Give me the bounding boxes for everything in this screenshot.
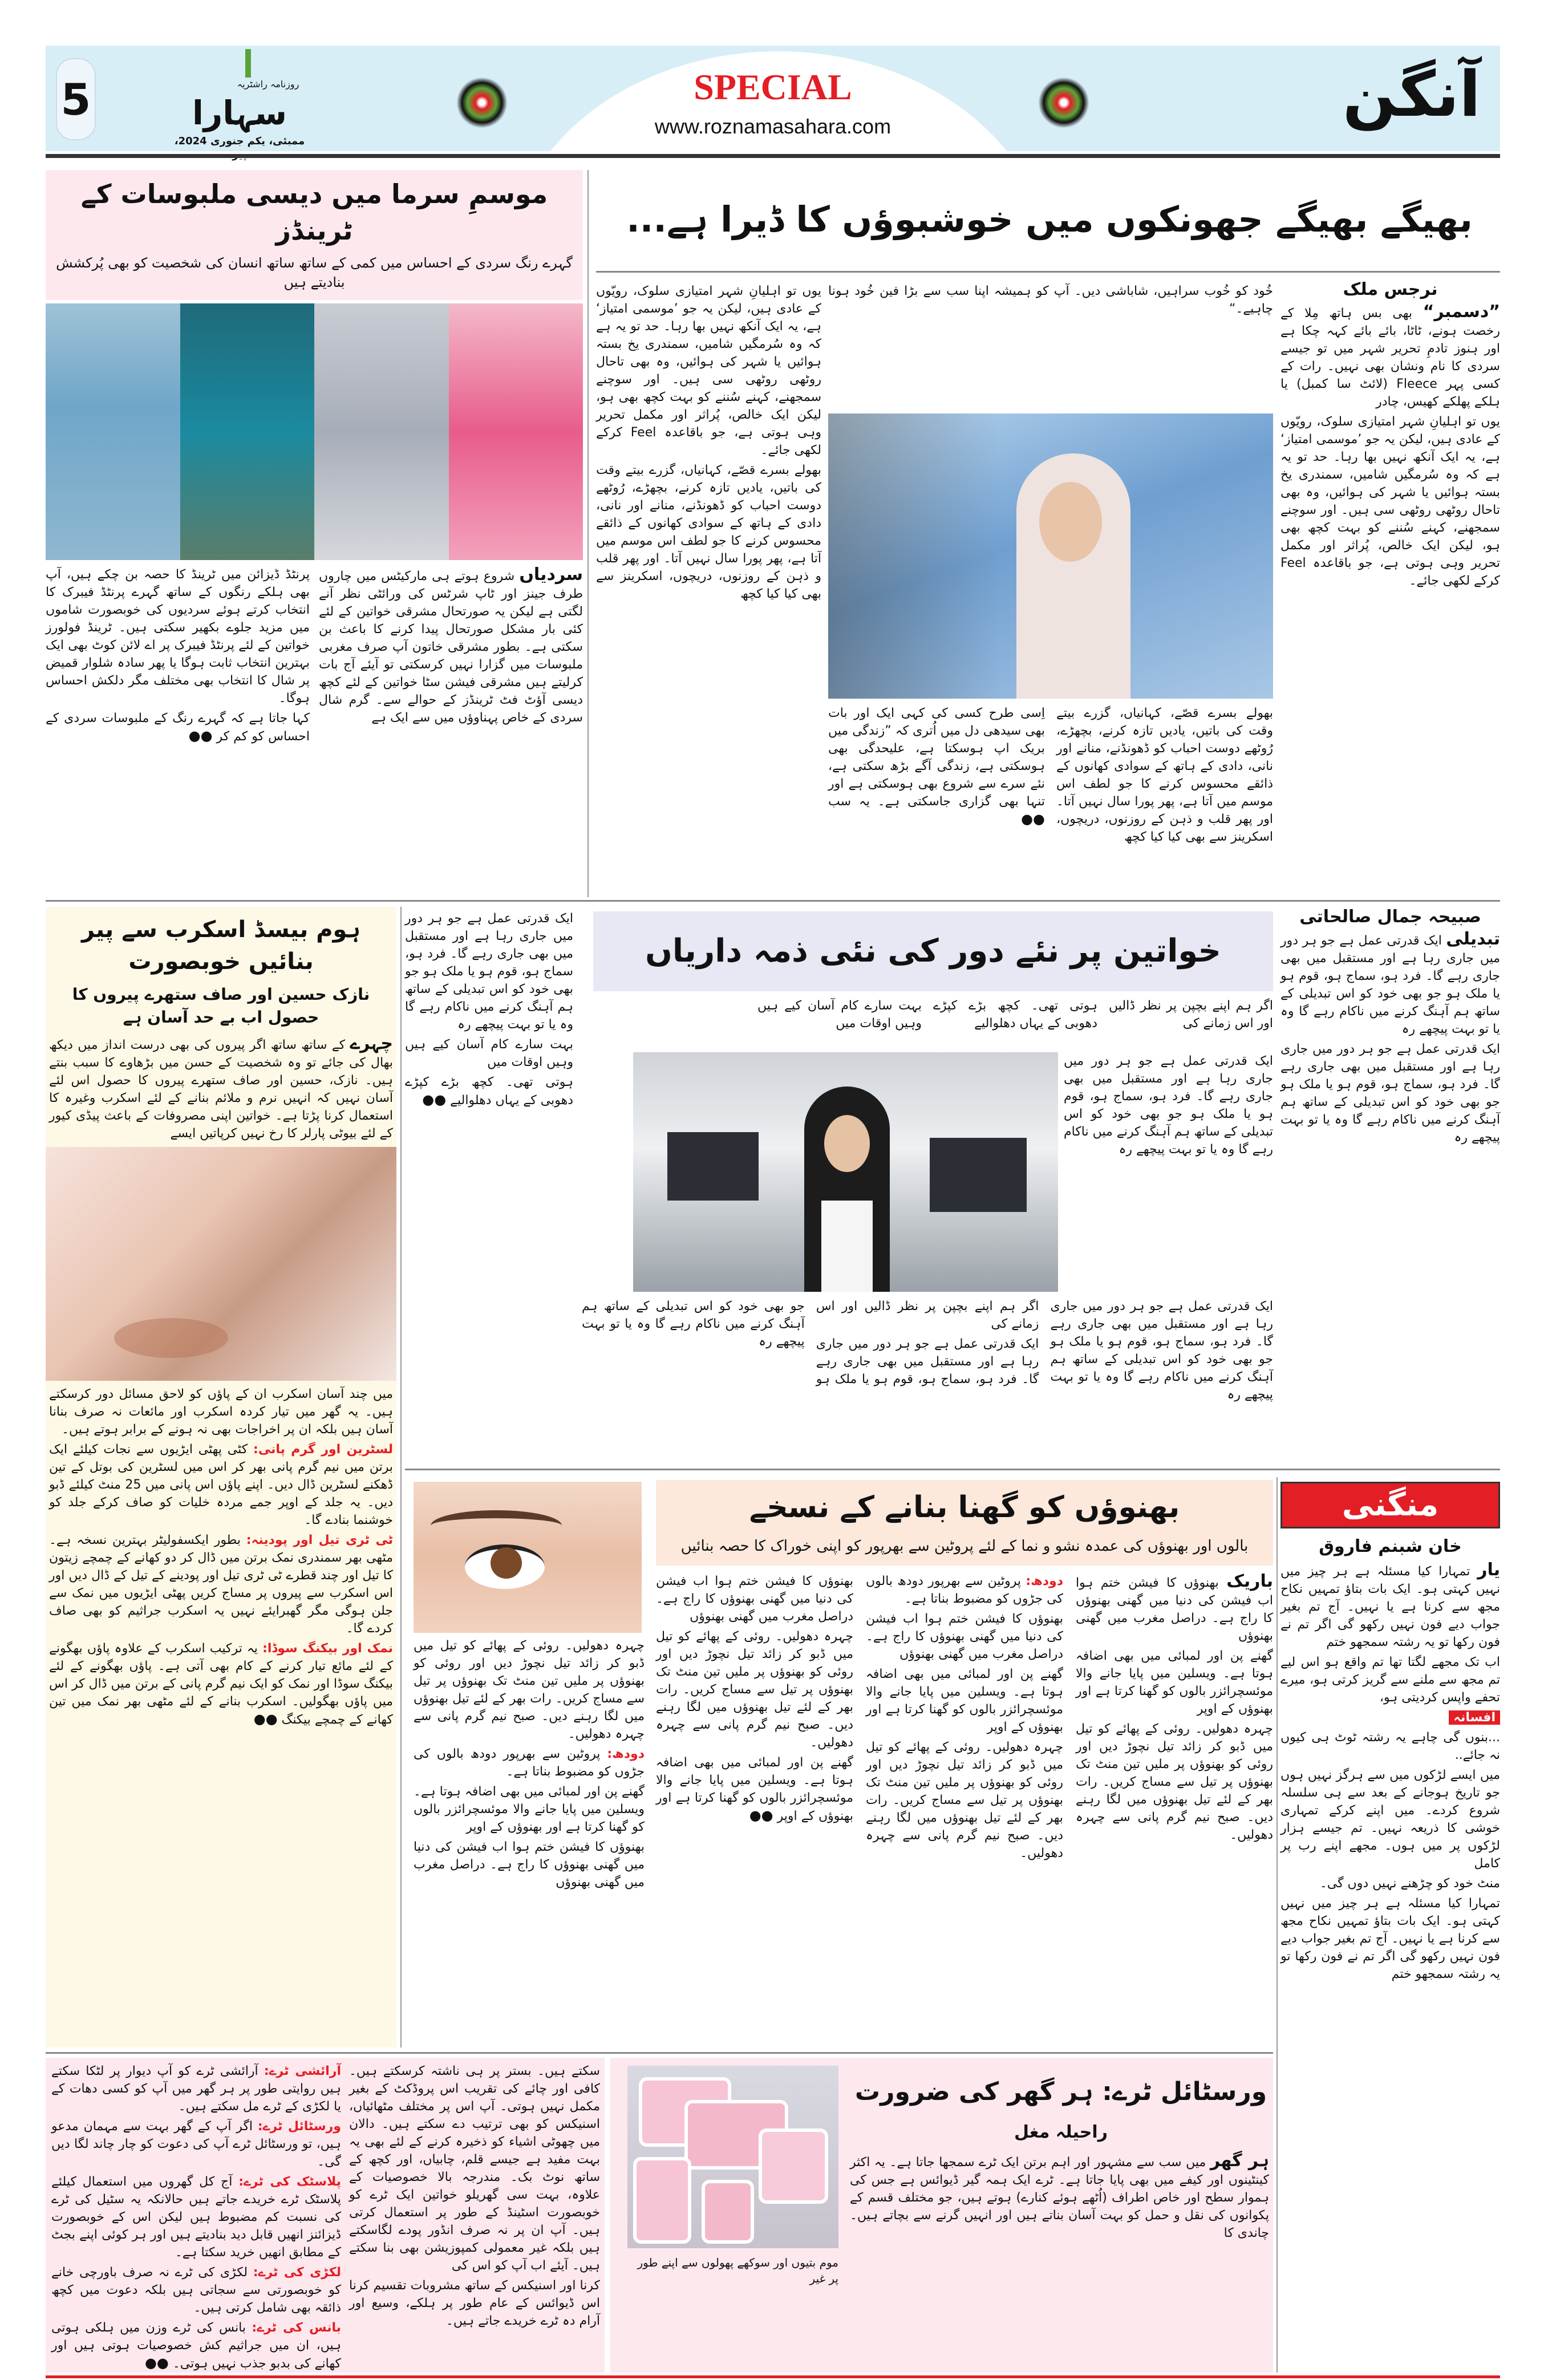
scrub-article <box>46 907 396 2047</box>
women-paragraph: ایک قدرتی عمل ہے جو ہر دور میں جاری رہا ہے اور مستقبل میں بھی جاری رہے گا۔ فرد ہو، سماج ہو، قوم ہو یا ملک ہو جو بھی خود کو اس تبدیلی کے ساتھ ہم آہنگ کرنے میں ناکام رہے گا وہ یا تو بہت پیچھے رہ <box>405 911 573 1032</box>
trays-main-block <box>610 2058 1273 2373</box>
women-lead-text: ایک قدرتی عمل ہے جو ہر دور میں جاری رہا ہے اور مستقبل میں بھی جاری رہے گا۔ فرد ہو، سماج ہو، قوم ہو یا ملک ہو جو بھی خود کو اس تبدیلی کے ساتھ ہم آہنگ کرنے میں ناکام رہے گا وہ یا تو بہت پیچھے رہ <box>1280 934 1500 1036</box>
scrub-item-label: لسٹرین اور گرم پانی: <box>253 1442 394 1457</box>
engagement-paragraph: تمہارا کیا مسئلہ ہے ہر چیز میں نہیں کہتی ہو۔ ایک بات بتاؤ تمہیں نکاح مجھ سے کرنا ہے یا نہیں۔ آج تم بغیر جواب دیے فون نہیں رکھو گی اگر تم نے فون رکھا تو یہ رشتہ سمجھو ختم <box>1280 1896 1500 1981</box>
newspaper-logo: سہارا <box>192 94 287 132</box>
eyebrows-body <box>656 1572 1273 1862</box>
engagement-paragraph: ...بنوں گی چاہے یہ رشتہ ٹوٹ ہی کیوں نہ جائے.. <box>1280 1730 1500 1762</box>
trays-photo-caption: موم بتیوں اور سوکھے پھولوں سے اپنے طور پر غیر <box>637 2256 838 2285</box>
website-link[interactable]: www.roznamasahara.com <box>654 115 891 138</box>
engagement-lead-word: یار <box>1477 1560 1500 1580</box>
footer-rule <box>46 2375 1500 2378</box>
main-byline: نرجس ملک <box>1343 279 1438 299</box>
eyebrows-headline: بھنوؤں کو گھنا بنانے کے نسخے <box>749 1490 1180 1525</box>
trays-side-block <box>46 2058 605 2373</box>
engagement-body <box>1280 1561 1500 1983</box>
scrub-headline: ہوم بیسڈ اسکرب سے پیر بنائیں خوبصورت <box>81 917 361 975</box>
tray-item-label: پلاسٹک کی ٹرے: <box>238 2175 341 2189</box>
scrub-item-text: کٹی پھٹی ایڑیوں سے نجات کیلئے ایک برتن میں نیم گرم پانی بھر کر اس میں لسٹرین کی بوتل کے تین ڈھکنے لسٹرین ڈال دیں۔ اپنے پاؤں اس پانی میں 25 منٹ کیلئے ڈبو دیں۔ یہ جلد کے اوپر جمے مردہ خلیات کو صاف کرکے جلد کو خوشنما بنادے گا۔ <box>49 1442 393 1527</box>
logo-emblem-icon <box>240 46 257 79</box>
women-paragraph: اگر ہم اپنے بچپن پر نظر ڈالیں اور اس زمانے کی <box>1109 999 1273 1031</box>
end-mark: ●● <box>422 1092 447 1108</box>
women-col-continued <box>405 910 573 1112</box>
headline-rule <box>596 271 1500 273</box>
fashion-col-left <box>46 566 310 748</box>
fashion-headline: موسمِ سرما میں دیسی ملبوسات کے ٹرینڈز <box>80 179 548 246</box>
scrub-photo-feet <box>46 1147 396 1381</box>
page-number: 5 <box>60 74 91 125</box>
main-col-1 <box>596 282 821 605</box>
column-divider <box>400 907 402 2047</box>
scrub-lead-word: چہرے <box>350 1033 393 1053</box>
tray-item-label: ورسٹائل ٹرے: <box>257 2119 341 2134</box>
trays-headline: ورسٹائل ٹرے: ہر گھر کی ضرورت <box>854 2077 1267 2106</box>
scrub-subhead: نازک حسین اور صاف ستھرے پیروں کا حصول اب بے حد آسان ہے <box>72 985 370 1027</box>
eyebrows-paragraph: گھنے پن اور لمبائی میں بھی اضافہ ہوتا ہے۔ ویسلین میں پایا جانے والا موئسچرائزر بالوں کو گھنا کرتا ہے اور بھنوؤں کے اوپر <box>656 1755 853 1823</box>
date-line: ممبئی، یکم جنوری 2024، <box>174 135 305 147</box>
section-rule <box>46 900 1500 902</box>
women-lead-word: تبدیلی <box>1446 929 1500 949</box>
scrub-item-text: یہ ترکیب اسکرب کے علاوہ پاؤں بھگونے کے لئے مائع تیار کرنے کے کام بھی آتی ہے۔ پاؤں بھگونے کے لئے بیکنگ سوڈا اور نمک کو ایک نیم گرم پانی کے برتن میں ڈال کر اس میں پاؤں بھگولیں۔ اسکرب بنانے کے لئے مٹھی بھر نمک میں تین کھانے کے چمچے بیکنگ <box>49 1641 393 1727</box>
women-paragraph: بہت سارے کام آسان کیے ہیں وہیں اوقات میں <box>405 1037 573 1069</box>
main-col-below-photo <box>828 704 1273 846</box>
trays-items <box>51 2062 341 2375</box>
trays-side-text <box>349 2062 600 2332</box>
fashion-col-right <box>319 566 583 748</box>
engagement-paragraph: میں ایسے لڑکوں میں سے ہرگز نہیں ہوں جو تاریخ ہوجانے کے بعد سے ہی سلسلہ شروع کردے۔ میں اپنے کرکے تمہاری خوشی کا ذریعہ نہیں۔ تم جیسے ہزار لڑکوں پر میں ہوں۔ مجھے اپنے رب پر کامل <box>1280 1768 1500 1871</box>
women-paragraph: ایک قدرتی عمل ہے جو ہر دور میں جاری رہا ہے اور مستقبل میں بھی جاری رہے گا۔ فرد ہو، سماج ہو، قوم ہو یا ملک ہو جو بھی خود کو اس تبدیلی کے ساتھ ہم آہنگ کرنے میں ناکام رہے گا وہ یا تو بہت پیچھے رہ <box>1050 1299 1273 1402</box>
story-type-label: افسانہ <box>1449 1710 1500 1725</box>
section-rule <box>46 2052 1273 2054</box>
main-paragraph: بھولے بسرے قصّے، کہانیاں، گزرے بیتے وقت کی باتیں، یادیں تازہ کرنے، بچھڑے، رُوٹھے دوست احباب کو ڈھونڈنے، منانے اور نانی، دادی کے ہاتھ کے سوادی کھانوں کے ذائقے محسوس کرنے کا جو لطف اس موسم میں آتا ہے، پھر پورا سال نہیں آتا۔ اور پھر قلب و ذہن کے روزنوں، دریچوں، اسکرینز سے بھی کیا کیا کچھ <box>596 463 821 601</box>
tray-item-text: آج کل گھروں میں استعمال کیلئے پلاسٹک ٹرے خریدے جاتے ہیں حالانکہ یہ سٹیل کی ٹرے کی نسبت کم مضبوط ہیں لیکن اس کے خوبصورت ڈیزائنز انھیں قابل دید بنادیتے ہیں اور ہر کوئی اپنے بجٹ کے مطابق انھیں خرید سکتا ہے۔ <box>51 2175 341 2260</box>
women-col-beside-photo <box>1064 1052 1273 1161</box>
eyebrows-photo-eye <box>414 1482 642 1633</box>
starburst-right-icon <box>1038 77 1089 128</box>
trays-lead-word: ہر گھر <box>1210 2151 1269 2171</box>
eyebrows-headline-box <box>656 1480 1273 1566</box>
eyebrows-item-label: دودھ: <box>607 1747 645 1761</box>
women-paragraph: ہوتی تھی۔ کچھ بڑے کپڑے دھوبی کے یہاں دھلوالیے <box>405 1075 573 1108</box>
engagement-lead-text: تمہارا کیا مسئلہ ہے ہر چیز میں نہیں کہتی ہو۔ ایک بات بتاؤ تمہیں نکاح مجھ سے کرنا ہے یا نہیں۔ آج تم بغیر جواب دیے فون نہیں رکھو گی اگر تم نے فون رکھا تو یہ رشتہ سمجھو ختم <box>1280 1564 1500 1649</box>
main-byline-col <box>1280 279 1500 592</box>
fashion-photo <box>46 303 583 560</box>
scrub-intro <box>49 1035 393 1142</box>
scrub-body <box>49 1385 393 1729</box>
section-title: آنگن <box>1343 58 1481 131</box>
fashion-paragraph: پرنٹڈ ڈیزائن میں ٹرینڈ کا حصہ بن چکے ہیں، آپ بھی ہلکے رنگوں کے ساتھ گہرے پرنٹڈ فیبرک کا انتخاب کرتے ہوئے سردیوں کی خوبصورت شاموں میں مزید جلوے بکھیر سکتی ہیں۔ ٹرینڈ فولورز خواتین کے لئے پرنٹڈ فیبرک پر اے لائن کوٹ بھی ایک بہترین انتخاب ثابت ہوگا یا پھر سادہ شلوار قمیض پر شال کا انتخاب بھی مختلف مگر دلکش احساس ہوگا۔ <box>46 567 310 706</box>
trays-byline: راحیلہ مغل <box>1014 2122 1108 2142</box>
trays-body <box>850 2152 1269 2244</box>
header-rule <box>46 154 1500 158</box>
fashion-subhead: گہرے رنگ سردی کے احساس میں کمی کے ساتھ ساتھ انسان کی شخصیت کو بھی پُرکشش بنادیتے ہیں <box>56 255 573 290</box>
main-lead-paragraph <box>1280 303 1500 590</box>
fashion-lead-word: سردیاں <box>519 565 583 585</box>
women-body-top <box>582 997 1273 1032</box>
fashion-paragraph: کہا جاتا ہے کہ گہرے رنگ کے ملبوسات سردی کے احساس کو کم کر <box>46 711 310 744</box>
tray-item-label: آرائشی ٹرے: <box>264 2064 342 2078</box>
eyebrows-paragraph: چہرہ دھولیں۔ روئی کے پھائے کو تیل میں ڈبو کر زائد تیل نچوڑ دیں اور روئی کو بھنوؤں پر ملیں تین منٹ تک بھنوؤں پر تیل سے مساج کریں۔ رات بھر کے لئے تیل بھنوؤں میں لگا رہنے دیں۔ صبح نیم گرم پانی سے چہرہ دھولیں۔ <box>1076 1722 1273 1842</box>
engagement-paragraph: اب تک مجھے لگتا تھا تم واقع ہو اس لیے تم مجھ سے ملنے سے گریز کرتی ہو، میرے تحفے واپس کردیتی ہو، <box>1280 1655 1500 1705</box>
end-mark: ●● <box>144 2355 169 2371</box>
women-body-bottom <box>582 1298 1273 1404</box>
fashion-headline-box <box>46 170 583 300</box>
main-lead-word: ”دسمبر“ <box>1423 302 1500 322</box>
women-byline-col <box>1280 907 1500 1149</box>
eyebrows-paragraph: چہرہ دھولیں۔ روئی کے پھائے کو تیل میں ڈبو کر زائد تیل نچوڑ دیں اور روئی کو بھنوؤں پر ملیں تین منٹ تک بھنوؤں پر تیل سے مساج کریں۔ رات بھر کے لئے تیل بھنوؤں میں لگا رہنے دیں۔ صبح نیم گرم پانی سے چہرہ دھولیں۔ <box>866 1740 1063 1860</box>
masthead-band <box>46 46 1500 151</box>
scrub-body-text: میں چند آسان اسکرب ان کے پاؤں کو لاحق مسائل دور کرسکتے ہیں۔ یہ گھر میں تیار کردہ اسکرب اور مائعات نہ صرف بنانا آسان ہیں بلکہ ان پر اخراجات بھی نہ ہونے کے برابر ہوتے ہیں۔ <box>49 1387 393 1437</box>
end-mark: ●● <box>253 1711 278 1727</box>
starburst-left-icon <box>456 77 508 128</box>
end-mark: ●● <box>749 1807 773 1823</box>
page-number-badge <box>56 58 96 140</box>
eyebrows-paragraph: بھنوؤں کا فیشن ختم ہوا اب فیشن کی دنیا میں گھنی بھنوؤں کا راج ہے۔ دراصل مغرب میں گھنی بھنوؤں <box>414 1840 645 1890</box>
eyebrows-paragraph: بھنوؤں کا فیشن ختم ہوا اب فیشن کی دنیا میں گھنی بھنوؤں کا راج ہے۔ دراصل مغرب میں گھنی بھنوؤں <box>656 1574 853 1624</box>
eyebrows-paragraph: بھنوؤں کا فیشن ختم ہوا اب فیشن کی دنیا میں گھنی بھنوؤں کا راج ہے۔ دراصل مغرب میں گھنی بھنوؤں <box>866 1612 1063 1661</box>
eyebrows-paragraph: چہرہ دھولیں۔ روئی کے پھائے کو تیل میں ڈبو کر زائد تیل نچوڑ دیں اور روئی کو بھنوؤں پر ملیں تین منٹ تک بھنوؤں پر تیل سے مساج کریں۔ رات بھر کے لئے تیل بھنوؤں میں لگا رہنے دیں۔ صبح نیم گرم پانی سے چہرہ دھولیں۔ <box>414 1639 645 1741</box>
women-paragraph: بہت سارے کام آسان کیے ہیں وہیں اوقات میں <box>757 999 922 1031</box>
engagement-paragraph: منٹ خود کو چڑھنے نہیں دوں گی۔ <box>1319 1876 1500 1891</box>
women-lead-paragraph <box>1280 930 1500 1146</box>
women-paragraph: اگر ہم اپنے بچپن پر نظر ڈالیں اور اس زمانے کی <box>816 1299 1039 1331</box>
tray-item-text: بانس کی ٹرے وزن میں ہلکی ہوتی ہیں، ان میں جراثیم کش خصوصیات ہوتی ہیں اور کھانے کی بدبو جذب نہیں ہوتی۔ <box>51 2321 341 2371</box>
tray-item-label: بانس کی ٹرے: <box>252 2321 341 2335</box>
eyebrows-lead-text: بھنوؤں کا فیشن ختم ہوا اب فیشن کی دنیا میں گھنی بھنوؤں کا راج ہے۔ دراصل مغرب میں گھنی بھنوؤں <box>1076 1576 1273 1643</box>
fashion-article <box>46 170 583 748</box>
eyebrows-paragraph: گھنے پن اور لمبائی میں بھی اضافہ ہوتا ہے۔ ویسلین میں پایا جانے والا موئسچرائزر بالوں کو گھنا کرتا ہے اور بھنوؤں کے اوپر <box>1076 1649 1273 1716</box>
engagement-title: منگنی <box>1280 1482 1500 1528</box>
women-paragraph: ہوتی تھی۔ کچھ بڑے کپڑے دھوبی کے یہاں دھلوالیے <box>933 999 1097 1031</box>
scrub-intro-text: کے ساتھ ساتھ اگر پیروں کی بھی درست انداز میں دیکھ بھال کی جائے تو وہ شخصیت کے حسن میں بڑھاوے کا سبب بنتے ہیں۔ نازک، حسین اور صاف ستھرے پیروں کا حصول اس لئے آسان نہیں کہ انہیں نرم و ملائم بنانے کے لئے اسکرب وغیرہ کا استعمال کرنا پڑتا ہے۔ خواتین اپنی مصروفات کے باعث پیڈی کیور کے لئے بیوٹی پارلر کا رخ نہیں کرپاتیں ایسے <box>49 1038 393 1141</box>
tray-paragraph: سکتے ہیں۔ بستر پر ہی ناشتہ کرسکتے ہیں۔ کافی اور چائے کی تقریب اس پروڈکٹ کے بغیر مکمل نہیں ہوتی۔ آپ اس پر مختلف مٹھائیاں، اسنیکس کو بھی ترتیب دے سکتے ہیں۔ دالان میں چھوٹی اشیاء کو ذخیرہ کرنے کے لئے بھی یہ بہت مفید ہے جیسے قلم، چابیاں، اور کچھ کے ساتھ نوٹ بک۔ مندرجہ بالا خصوصیات کے علاوہ، بہت سی گھریلو خواتین ایک ٹرے کو خوبصورت اسٹینڈ کے طور پر استعمال کرتی ہیں۔ آپ ان پر نہ صرف انڈور پودے لگاسکتے ہیں بلکہ غیر معمولی کمپوزیشن بھی بنا سکتے ہیں۔ آیئے اب آپ کو اس کی <box>349 2064 600 2273</box>
women-photo-office <box>633 1052 1058 1292</box>
eyebrows-item-text: پروٹین سے بھرپور دودھ بالوں کی جڑوں کو مضبوط بناتا ہے۔ <box>414 1747 645 1779</box>
end-mark: ●● <box>1021 811 1045 827</box>
scrub-item-text: بطور ایکسفولیٹر بہترین نسخہ ہے۔ مٹھی بھر سمندری نمک برتن میں ڈال کر دو کھانے کے چمچے زیتون کا تیل اور چند قطرے ٹی ٹری تیل اور پودینے کے تیل کے ڈال دیں اور اس اسکرب سے پیروں پر مساج کریں پھٹی ایڑیوں میں نمک سے جلن ہوگی مگر گھبرایئے نہیں یہ اسکرب جراثیم کو بھی صاف کردے گا۔ <box>49 1533 393 1636</box>
scrub-item-label: نمک اور بیکنگ سوڈا: <box>262 1641 394 1656</box>
women-byline: صبیحہ جمال صالحاتی <box>1299 907 1481 927</box>
main-paragraph: یوں تو اہلیانِ شہر امتیازی سلوک، رویّوں کے عادی ہیں، لیکن یہ جو ’موسمی امتیاز‘ ہے، یہ ایک آنکھ نہیں بھا رہا۔ حد تو یہ ہے کہ وہ سُرمگیں شامیں، سمندری یخ بستہ ہوائیں یا شہر کی ہوائیں، وہ بھی تاحال روٹھی روٹھی سی ہیں۔ اور سوچنے سمجھنے، کہنے سُننے کو بہت کچھ بھی ہو، لیکن ایک خالص، پُراثر اور مکمل تحریر وہی ہوتی ہے، جو باقاعدہ Feel کرکے لکھی جائے۔ <box>596 284 821 457</box>
tray-paragraph: کرنا اور اسنیکس کے ساتھ مشروبات تقسیم کرنا اس ڈیوائس کے عام طور پر ہلکے، وسیع اور آرام دہ ٹرے خریدے جاتے ہیں۔ <box>349 2278 600 2328</box>
eyebrows-article <box>656 1480 1273 1862</box>
eyebrows-item-label: دودھ: <box>1026 1574 1063 1588</box>
column-divider <box>587 170 589 897</box>
engagement-story <box>1280 1482 1500 1985</box>
logo-tagline: روزنامہ راشٹریہ <box>237 79 299 90</box>
main-paragraph: یوں تو اہلیانِ شہر امتیازی سلوک، رویّوں کے عادی ہیں، لیکن یہ جو ’موسمی امتیاز‘ ہے، یہ ایک آنکھ نہیں بھا رہا۔ حد تو یہ ہے کہ وہ سُرمگیں شامیں، سمندری یخ بستہ ہوائیں یا شہر کی ہوائیں، وہ بھی تاحال روٹھی روٹھی سی ہیں۔ اور سوچنے سمجھنے، کہنے سُننے کو بہت کچھ بھی ہو، لیکن ایک خالص، پُراثر اور مکمل تحریر وہی ہوتی ہے، جو باقاعدہ Feel کرکے لکھی جائے۔ <box>1280 415 1500 588</box>
eyebrows-item-text: پروٹین سے بھرپور دودھ بالوں کی جڑوں کو مضبوط بناتا ہے۔ <box>866 1574 1063 1606</box>
women-paragraph: ایک قدرتی عمل ہے جو ہر دور میں جاری رہا ہے اور مستقبل میں بھی جاری رہے گا۔ فرد ہو، سماج ہو، قوم ہو یا ملک ہو جو بھی خود کو اس تبدیلی کے ساتھ ہم آہنگ کرنے میں ناکام رہے گا وہ یا تو بہت پیچھے رہ <box>1280 1042 1500 1145</box>
end-mark: ●● <box>188 728 213 744</box>
women-headline: خواتین پر نئے دور کی نئی ذمہ داریاں <box>593 911 1273 991</box>
main-paragraph: اِسی طرح کسی کی کہی ایک اور بات بھی سیدھی دل میں اُتری کہ ”زندگی میں بریک اپ ہوسکتا ہے، علیحدگی بھی ہوسکتی ہے، زندگی آگے بڑھ سکتی ہے، نئے سرے سے شروع بھی ہوسکتی ہے اور تنہا بھی گزاری جاسکتی ہے۔ یہ سب <box>828 706 1045 809</box>
tray-item-text: لکڑی کی ٹرے نہ صرف باورچی خانے کو خوبصورتی سے سجاتی ہیں بلکہ دعوت میں کچھ ذائقہ بھی شامل کرتی ہیں۔ <box>51 2265 341 2315</box>
trays-photo <box>627 2066 838 2248</box>
fashion-paragraph: شروع ہوتے ہی مارکیٹس میں چاروں طرف جینز اور ٹاپ شرٹس کی ورائٹی نظر آنے لگتی ہے لیکن یہ صورتحال مشرقی خواتین کے لئے کئی بار مشکل صورتحال پیدا کرنے کا باعث بن سکتی ہے۔ بطور مشرقی خاتون آپ صرف مغربی ملبوسات میں گزارا نہیں کرسکتی تو آیئے آج بات کرلیتے ہیں مشرقی فیشن سٹا خواتین کے لئے کچھ دیسی آؤٹ فٹ ٹرینڈز کے حوالے سے۔ گرم شال سردی کے خاص پہناوؤں میں سے ایک ہے <box>319 569 583 725</box>
main-headline: بھیگے بھیگے جھونکوں میں خوشبوؤں کا ڈیرا ہے... <box>626 198 1473 240</box>
main-lead-text: بھی بس ہاتھ مِلا کے رخصت ہونے، ٹاٹا، بائے بائے کہہ چکا ہے اور ہنوز تادمِ تحریر شہر میں تو جیسے سردی کا نام ونشان بھی نہیں۔ رات کے کسی پہر Fleece (لائٹ سا کمبل) یا ہلکے پھلکے کھیس، چادر <box>1280 306 1501 409</box>
main-photo-woman-hijab <box>828 413 1273 699</box>
eyebrows-paragraph: چہرہ دھولیں۔ روئی کے پھائے کو تیل میں ڈبو کر زائد تیل نچوڑ دیں اور روئی کو بھنوؤں پر ملیں تین منٹ تک بھنوؤں پر تیل سے مساج کریں۔ رات بھر کے لئے تیل بھنوؤں میں لگا رہنے دیں۔ صبح نیم گرم پانی سے چہرہ دھولیں۔ <box>656 1629 853 1750</box>
main-paragraph: خُود کو خُوب سراہیں، شاباشی دیں۔ آپ کو ہمیشہ اپنا سب سے بڑا فین خُود ہونا چاہیے۔“ <box>828 284 1273 316</box>
eyebrows-lead-word: باریک <box>1226 1571 1273 1591</box>
tray-item-text: اگر آپ کے گھر بہت سے مہمان مدعو ہیں، تو ورسٹائل ٹرے آپ کی دعوت کو چار چاند لگا دیں گی۔ <box>51 2119 341 2169</box>
tray-item-text: آرائشی ٹرے کو آپ دیوار پر لٹکا سکتے ہیں روایتی طور پر ہر گھر میں آپ کو کسی دھات کے یا لکڑی کے ٹرے مل سکتے ہیں۔ <box>51 2064 341 2114</box>
column-divider <box>1277 1477 1278 2373</box>
scrub-item-label: ٹی ٹری تیل اور پودینہ: <box>246 1533 393 1547</box>
eyebrows-paragraph: گھنے پن اور لمبائی میں بھی اضافہ ہوتا ہے۔ ویسلین میں پایا جانے والا موئسچرائزر بالوں کو گھنا کرتا ہے اور بھنوؤں کے اوپر <box>414 1785 645 1834</box>
women-paragraph: ایک قدرتی عمل ہے جو ہر دور میں جاری رہا ہے اور مستقبل میں بھی جاری رہے گا۔ فرد ہو، سماج ہو، قوم ہو یا ملک ہو جو بھی خود کو اس تبدیلی کے ساتھ ہم آہنگ کرنے میں ناکام رہے گا وہ یا تو بہت پیچھے رہ <box>1064 1054 1273 1157</box>
women-paragraph: ایک قدرتی عمل ہے جو ہر دور میں جاری رہا ہے اور مستقبل میں بھی جاری رہے گا۔ فرد ہو، سماج ہو، قوم ہو یا ملک ہو جو بھی خود کو اس تبدیلی کے ساتھ ہم آہنگ کرنے میں ناکام رہے گا وہ یا تو بہت پیچھے رہ <box>582 1299 1039 1386</box>
trays-lead-text: میں سب سے مشہور اور اہم برتن ایک ٹرے سمجھا جاتا ہے۔ یہ اکثر کینٹینوں اور کیفے میں بھی پایا جاتا ہے۔ ٹرے ایک ہمہ گیر ڈیوائس ہے جس کی ہموار سطح اور خاص اطراف (اُٹھے ہوئے کنارے) ہوتے ہیں، جو مختلف قسم کے پکوانوں کی نقل و حمل کو بہت آسان بناتے ہیں اور انہیں گرنے سے بچاتے ہیں۔ چاندی کا <box>850 2155 1269 2240</box>
eyebrows-col-under-photo <box>414 1637 645 1894</box>
main-paragraph: بھولے بسرے قصّے، کہانیاں، گزرے بیتے وقت کی باتیں، یادیں تازہ کرنے، بچھڑے، رُوٹھے دوست احباب کو ڈھونڈنے، منانے اور نانی، دادی کے ہاتھ کے سوادی کھانوں کے ذائقے محسوس کرنے کا جو لطف اس موسم میں آتا ہے، پھر پورا سال نہیں آتا۔ اور پھر قلب و ذہن کے روزنوں، دریچوں، اسکرینز سے بھی کیا کیا کچھ <box>1056 706 1273 844</box>
eyebrows-paragraph: گھنے پن اور لمبائی میں بھی اضافہ ہوتا ہے۔ ویسلین میں پایا جانے والا موئسچرائزر بالوں کو گھنا کرتا ہے اور بھنوؤں کے اوپر <box>866 1667 1063 1734</box>
tray-item-label: لکڑی کی ٹرے: <box>253 2265 341 2280</box>
section-rule <box>405 1469 1500 1470</box>
engagement-byline: خان شبنم فاروق <box>1319 1536 1462 1556</box>
eyebrows-subhead: بالوں اور بھنوؤں کی عمدہ نشو و نما کے لئے پروٹین سے بھرپور کو اپنی خوراک کا حصہ بنائیں <box>680 1538 1249 1555</box>
main-col-above-photo <box>828 282 1273 320</box>
special-label: SPECIAL <box>694 67 852 107</box>
